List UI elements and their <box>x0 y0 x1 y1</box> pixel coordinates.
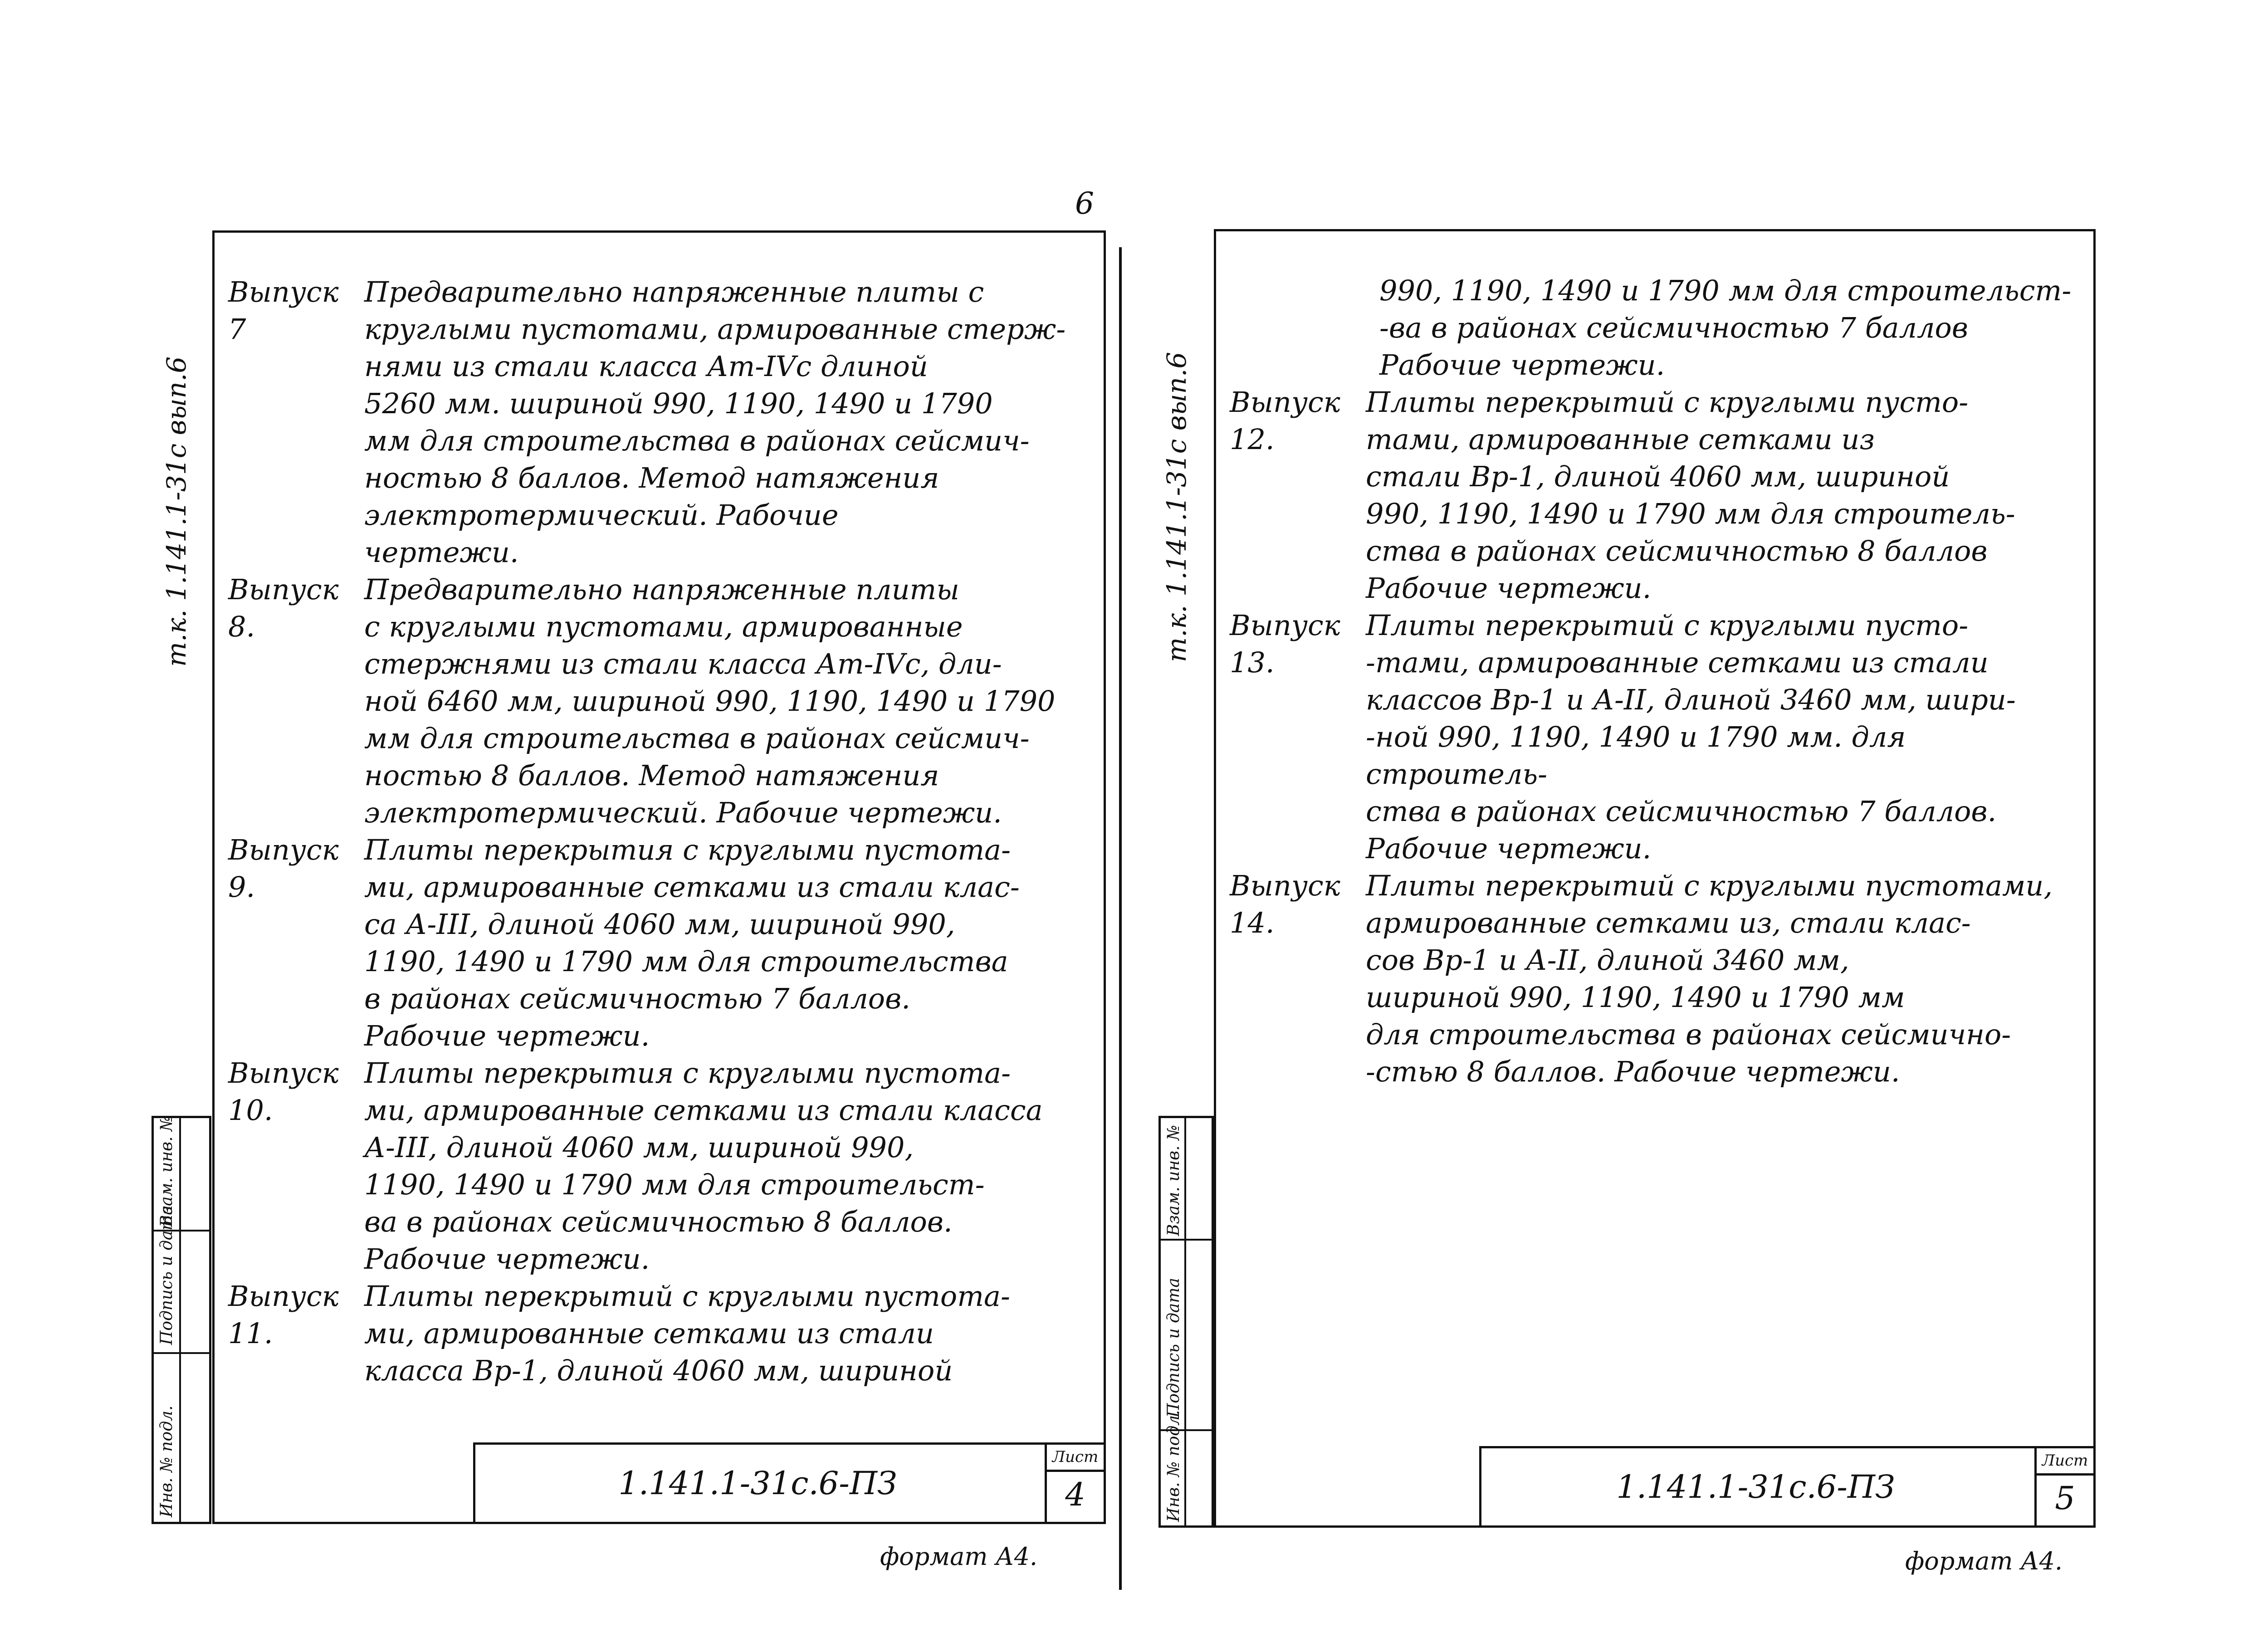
right-format-label: формат А4. <box>1905 1547 2063 1575</box>
list-item <box>228 274 1090 571</box>
entry-body: Предварительно напряженные плиты с круглыми пустотами, армированные стерж- нями из стали класса Ат-IVс длиной 5260 мм. шириной 990, 1190, 1490 и 1790 мм для строительства в районах сейсмич- ностью 8 баллов. Метод натяжения электротермический. Рабочие чертежи. <box>364 275 1066 569</box>
right-stamp-sign: Подпись и дата <box>1164 1278 1183 1417</box>
list-item <box>228 831 1090 1055</box>
list-item <box>228 1278 1090 1389</box>
left-stamp-inv: Инв. № подл. <box>157 1405 176 1517</box>
entry-label: Выпуск 10. <box>228 1056 339 1127</box>
entry-body: Плиты перекрытий с круглыми пустотами, армированные сетками из, стали клас- сов Вр-1 и А-II, длиной 3460 мм, шириной 990, 1190, 1490 и 1790 мм для строительства в районах сейсмично- -стью 8 баллов. Рабочие чертежи. <box>1366 869 2053 1088</box>
entry-label: Выпуск 7 <box>228 275 339 346</box>
page-number: 6 <box>1075 186 1094 221</box>
right-sheet-label: Лист <box>2037 1448 2093 1476</box>
list-item <box>1230 607 2082 867</box>
right-sheet-number: 5 <box>2055 1480 2075 1517</box>
page-divider <box>1119 247 1122 1590</box>
right-sheet-cell <box>2034 1448 2093 1525</box>
left-stamp-column <box>152 1116 211 1524</box>
right-stamp-replace: Взам. инв. № <box>1164 1124 1183 1236</box>
right-text-block <box>1230 272 2082 1090</box>
right-sheet <box>1214 229 2096 1528</box>
list-item <box>1230 867 2082 1090</box>
entry-body: Плиты перекрытия с круглыми пустота- ми, армированные сетками из стали класса А-III, длиной 4060 мм, шириной 990, 1190, 1490 и 1790 мм для строительст- ва в районах сейсмичностью 8 баллов. Рабочие чертежи. <box>364 1056 1043 1276</box>
right-stamp-inv: Инв. № подл. <box>1164 1410 1183 1522</box>
left-stamp-replace: Взам. инв. № <box>157 1115 176 1227</box>
entry-label: Выпуск 13. <box>1230 609 1340 679</box>
list-item <box>228 571 1090 831</box>
left-title-block <box>473 1442 1104 1522</box>
right-stamp-column <box>1158 1116 1214 1528</box>
entry-body: Плиты перекрытия с круглыми пустота- ми, армированные сетками из стали клас- са А-III, длиной 4060 мм, шириной 990, 1190, 1490 и 1790 мм для строительства в районах сейсмичностью 7 баллов. Рабочие чертежи. <box>364 833 1020 1052</box>
entry-label: Выпуск 8. <box>228 573 339 643</box>
continuation-text: 990, 1190, 1490 и 1790 мм для строительст- -ва в районах сейсмичностью 7 баллов Рабочие чертежи. <box>1379 274 2072 381</box>
left-side-code: т.к. 1.141.1-31с вып.6 <box>161 356 192 667</box>
left-doc-code: 1.141.1-31с.6-ПЗ <box>618 1465 897 1502</box>
entry-label: Выпуск 14. <box>1230 869 1340 939</box>
entry-body: Плиты перекрытий с круглыми пусто- тами, армированные сетками из стали Вр-1, длиной 4060 мм, шириной 990, 1190, 1490 и 1790 мм для строитель- ства в районах сейсмичностью 8 баллов Рабочие чертежи. <box>1366 386 2015 605</box>
left-stamp-sign: Подпись и дата <box>157 1205 176 1345</box>
list-item <box>228 1055 1090 1278</box>
list-item <box>1230 384 2082 607</box>
left-sheet-label: Лист <box>1047 1445 1104 1472</box>
left-text-block <box>228 274 1090 1389</box>
entry-label: Выпуск 9. <box>228 833 339 904</box>
right-doc-code: 1.141.1-31с.6-ПЗ <box>1616 1468 1895 1505</box>
entry-label: Выпуск 11. <box>228 1280 339 1350</box>
left-sheet-number: 4 <box>1065 1476 1085 1513</box>
left-format-label: формат А4. <box>880 1542 1038 1571</box>
left-sheet <box>212 230 1106 1524</box>
entry-label: Выпуск 12. <box>1230 386 1340 456</box>
right-title-block <box>1479 1446 2093 1525</box>
left-sheet-cell <box>1045 1445 1104 1522</box>
entry-body: Предварительно напряженные плиты с круглыми пустотами, армированные стержнями из стали класса Ат-IVс, дли- ной 6460 мм, шириной 990, 1190, 1490 и 1790 мм для строительства в районах сейсмич- ностью 8 баллов. Метод натяжения электротермический. Рабочие чертежи. <box>364 573 1056 829</box>
entry-body: Плиты перекрытий с круглыми пусто- -тами, армированные сетками из стали классов Вр-1 и А-II, длиной 3460 мм, шири- -ной 990, 1190, 1490 и 1790 мм. для строитель- ства в районах сейсмичностью 7 баллов. Рабочие чертежи. <box>1366 609 2016 865</box>
right-side-code: т.к. 1.141.1-31с вып.6 <box>1161 352 1192 662</box>
entry-body: Плиты перекрытий с круглыми пустота- ми, армированные сетками из стали класса Вр-1, длиной 4060 мм, шириной <box>364 1280 1010 1387</box>
